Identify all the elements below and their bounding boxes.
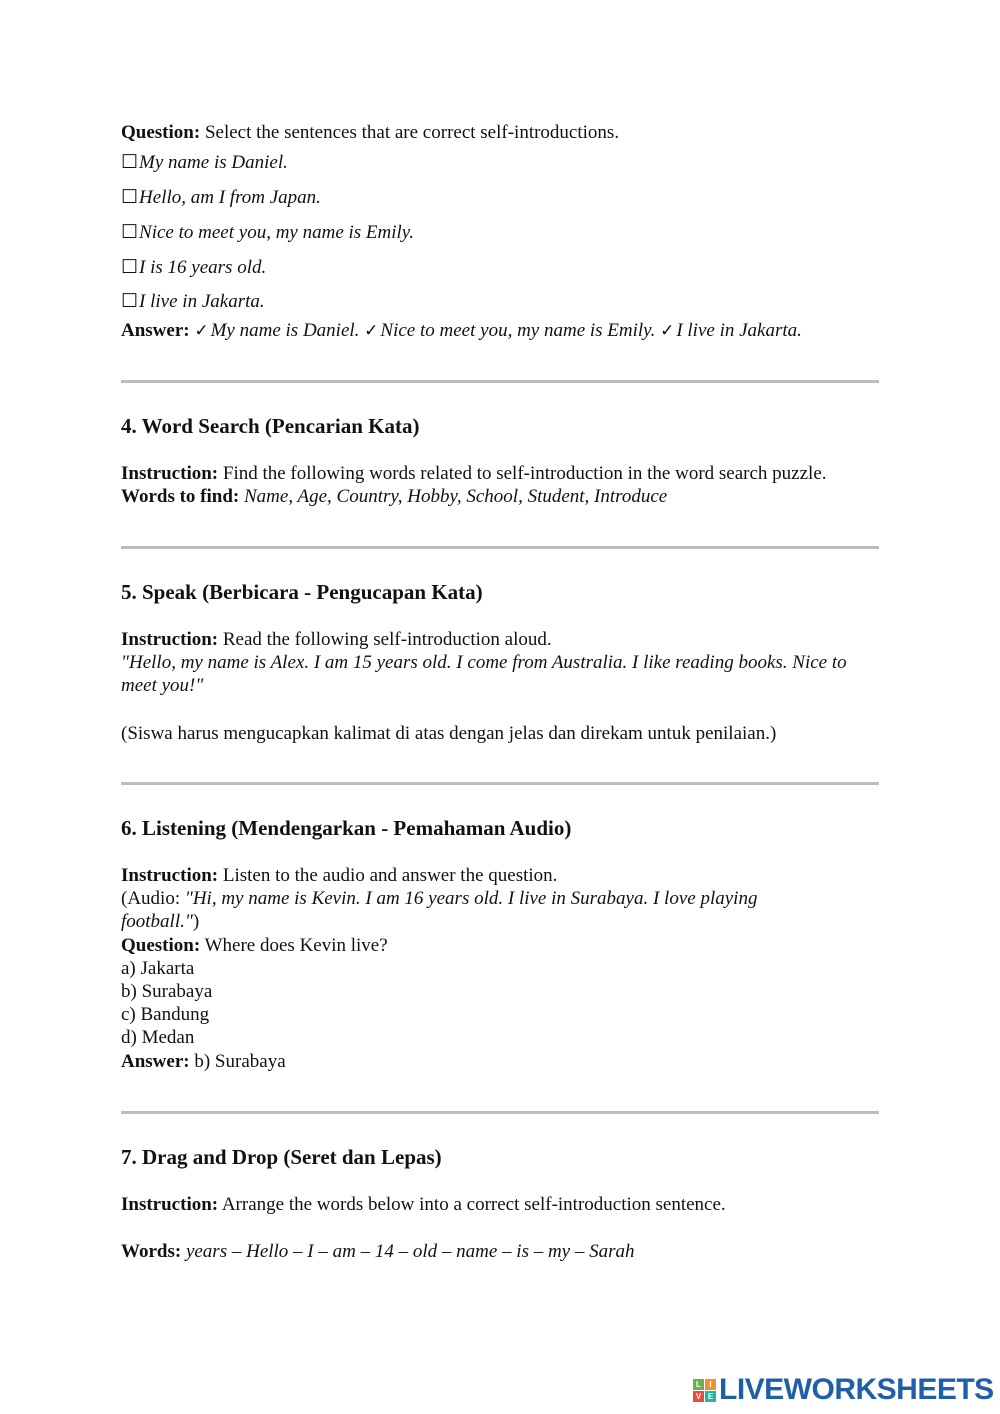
section-divider bbox=[121, 782, 879, 785]
s4-instruction-label: Instruction: bbox=[121, 463, 219, 484]
s6-audio-suffix: ) bbox=[192, 911, 200, 933]
q3-question bbox=[121, 121, 619, 144]
s4-words-label: Words to find: bbox=[121, 486, 240, 507]
q3-option-3[interactable] bbox=[121, 221, 414, 244]
q3-option-label: Hello, am I from Japan. bbox=[139, 187, 321, 208]
q3-answer bbox=[121, 319, 802, 342]
section-divider bbox=[121, 1111, 879, 1114]
q3-question-text: Select the sentences that are correct self-introductions. bbox=[204, 122, 620, 143]
q3-option-1[interactable] bbox=[121, 151, 288, 174]
checkmark-icon: ✓ bbox=[194, 321, 209, 340]
s6-audio bbox=[121, 887, 811, 934]
s4-words bbox=[121, 485, 667, 508]
s7-words-text: years – Hello – I – am – 14 – old – name – is – my – Sarah bbox=[185, 1241, 635, 1262]
checkmark-icon: ✓ bbox=[364, 321, 379, 340]
s7-instruction bbox=[121, 1193, 726, 1216]
s5-instruction bbox=[121, 628, 552, 651]
liveworksheets-logo bbox=[693, 1374, 994, 1406]
q3-option-label: I is 16 years old. bbox=[139, 257, 267, 278]
q3-option-5[interactable] bbox=[121, 290, 265, 313]
section-divider bbox=[121, 546, 879, 549]
s5-instruction-label: Instruction: bbox=[121, 629, 219, 650]
s6-option-b[interactable]: b) Surabaya bbox=[121, 981, 213, 1002]
badge-letter: E bbox=[705, 1391, 716, 1402]
section-7-title: 7. Drag and Drop (Seret dan Lepas) bbox=[121, 1145, 442, 1169]
q3-option-label: My name is Daniel. bbox=[139, 152, 288, 173]
q3-option-label: Nice to meet you, my name is Emily. bbox=[139, 222, 414, 243]
s6-question-label: Question: bbox=[121, 935, 201, 956]
s4-instruction-text: Find the following words related to self-introduction in the word search puzzle. bbox=[222, 463, 827, 484]
checkbox-icon[interactable]: ☐ bbox=[121, 291, 139, 312]
badge-letter: L bbox=[693, 1379, 704, 1390]
s5-quote: "Hello, my name is Alex. I am 15 years old. I come from Australia. I like reading books. Nice to meet you!" bbox=[121, 652, 847, 697]
checkmark-icon: ✓ bbox=[660, 321, 675, 340]
s5-note: (Siswa harus mengucapkan kalimat di atas dengan jelas dan direkam untuk penilaian.) bbox=[121, 723, 777, 744]
s6-answer bbox=[121, 1050, 286, 1073]
s6-option-c[interactable]: c) Bandung bbox=[121, 1004, 210, 1025]
s6-question bbox=[121, 934, 388, 957]
section-divider bbox=[121, 380, 879, 383]
q3-question-label: Question: bbox=[121, 122, 201, 143]
s6-option-d[interactable]: d) Medan bbox=[121, 1027, 195, 1048]
q3-answer-item: I live in Jakarta. bbox=[676, 320, 802, 341]
s4-instruction bbox=[121, 462, 827, 485]
s4-words-text: Name, Age, Country, Hobby, School, Student, Introduce bbox=[244, 486, 668, 507]
s5-instruction-text: Read the following self-introduction aloud. bbox=[222, 629, 552, 650]
q3-option-label: I live in Jakarta. bbox=[139, 291, 265, 312]
s7-instruction-label: Instruction: bbox=[121, 1194, 219, 1215]
s7-words-label: Words: bbox=[121, 1241, 182, 1262]
badge-letter: V bbox=[693, 1391, 704, 1402]
section-6-title: 6. Listening (Mendengarkan - Pemahaman Audio) bbox=[121, 816, 572, 840]
checkbox-icon[interactable]: ☐ bbox=[121, 257, 139, 278]
liveworksheets-badge-icon bbox=[693, 1379, 716, 1402]
s6-question-text: Where does Kevin live? bbox=[204, 935, 388, 956]
s6-instruction bbox=[121, 864, 557, 887]
s6-answer-label: Answer: bbox=[121, 1051, 190, 1072]
s6-option-a[interactable]: a) Jakarta bbox=[121, 958, 195, 979]
q3-option-2[interactable] bbox=[121, 186, 321, 209]
checkbox-icon[interactable]: ☐ bbox=[121, 222, 139, 243]
s6-audio-prefix: (Audio: bbox=[121, 888, 185, 909]
s7-words bbox=[121, 1240, 635, 1263]
q3-answer-item: Nice to meet you, my name is Emily. bbox=[380, 320, 656, 341]
checkbox-icon[interactable]: ☐ bbox=[121, 152, 139, 173]
q3-answer-label: Answer: bbox=[121, 320, 190, 341]
q3-option-4[interactable] bbox=[121, 256, 266, 279]
s6-instruction-text: Listen to the audio and answer the question. bbox=[222, 865, 558, 886]
section-4-title: 4. Word Search (Pencarian Kata) bbox=[121, 414, 420, 438]
s6-audio-quote: "Hi, my name is Kevin. I am 16 years old. I live in Surabaya. I love playing football." bbox=[121, 888, 758, 933]
s6-instruction-label: Instruction: bbox=[121, 865, 219, 886]
s6-answer-text: b) Surabaya bbox=[194, 1051, 286, 1072]
section-5-title: 5. Speak (Berbicara - Pengucapan Kata) bbox=[121, 580, 483, 604]
s7-instruction-text: Arrange the words below into a correct self-introduction sentence. bbox=[221, 1194, 726, 1215]
badge-letter: I bbox=[705, 1379, 716, 1390]
q3-answer-item: My name is Daniel. bbox=[210, 320, 360, 341]
liveworksheets-wordmark: LIVEWORKSHEETS bbox=[719, 1373, 994, 1406]
checkbox-icon[interactable]: ☐ bbox=[121, 187, 139, 208]
